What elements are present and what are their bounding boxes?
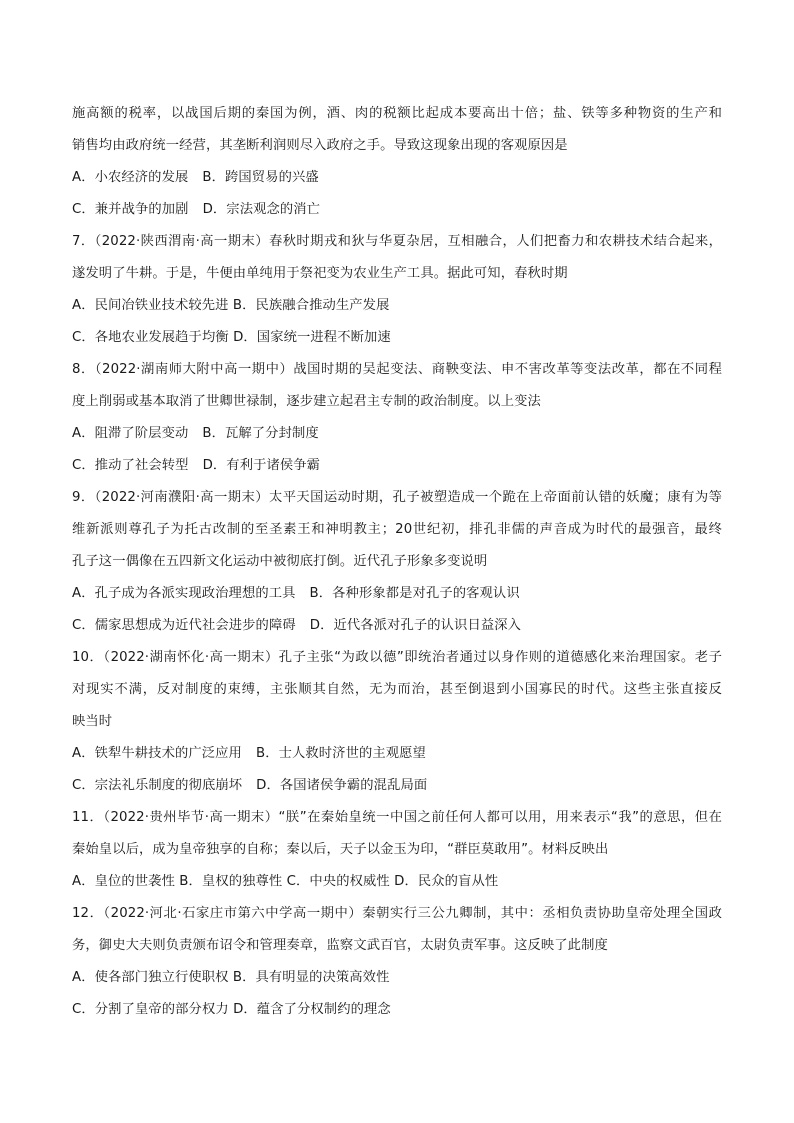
option-d[interactable]: D．宗法观念的消亡 xyxy=(202,202,321,217)
option-c[interactable]: C．推动了社会转型 xyxy=(72,458,189,473)
question-stem-line: 务，御史大夫则负责颁布诏令和管理奏章，监察文武百官，太尉负责军事。这反映了此制度 xyxy=(72,938,608,953)
question-stem-line: 遂发明了牛耕。于是，牛便由单纯用于祭祀变为农业生产工具。据此可知，春秋时期 xyxy=(72,266,568,281)
option-row xyxy=(72,162,722,194)
option-row xyxy=(72,610,722,642)
option-c-d[interactable]: C．各地农业发展趋于均衡 D．国家统一进程不断加速 xyxy=(72,330,391,345)
question-6 xyxy=(72,98,722,226)
question-stem-line: 12．（2022·河北·石家庄市第六中学高一期中）秦朝实行三公九卿制，其中：丞相负责协助皇帝处理全国政 xyxy=(72,906,722,921)
option-d[interactable]: D．各国诸侯争霸的混乱局面 xyxy=(256,778,428,793)
question-stem-line: 8．（2022·湖南师大附中高一期中）战国时期的吴起变法、商鞅变法、申不害改革等变法改革，都在不同程 xyxy=(72,362,722,377)
question-stem-line: 对现实不满，反对制度的束缚，主张顺其自然，无为而治，甚至倒退到小国寡民的时代。这些主张直接反 xyxy=(72,682,722,697)
question-12 xyxy=(72,898,722,1026)
option-row xyxy=(72,290,722,322)
option-b[interactable]: B．跨国贸易的兴盛 xyxy=(202,170,319,185)
option-b[interactable]: B．各种形象都是对孔子的客观认识 xyxy=(309,586,520,601)
option-a[interactable]: A．铁犁牛耕技术的广泛应用 xyxy=(72,746,242,761)
question-9 xyxy=(72,482,722,642)
option-row xyxy=(72,866,722,898)
question-stem-line: 9．（2022·河南濮阳·高一期末）太平天国运动时期，孔子被塑造成一个跪在上帝面前认错的妖魔；康有为等 xyxy=(72,490,722,505)
option-row xyxy=(72,770,722,802)
question-page xyxy=(72,98,722,1026)
option-c[interactable]: C．儒家思想成为近代社会进步的障碍 xyxy=(72,618,296,633)
option-a-b[interactable]: A．民间冶铁业技术较先进 B．民族融合推动生产发展 xyxy=(72,298,390,313)
option-a[interactable]: A．阻滞了阶层变动 xyxy=(72,426,189,441)
option-row xyxy=(72,322,722,354)
question-stem-line: 维新派则尊孔子为托古改制的至圣素王和神明教主；20世纪初，排孔非儒的声音成为时代的最强音，最终 xyxy=(72,522,722,537)
question-stem-line: 11．（2022·贵州毕节·高一期末）“朕”在秦始皇统一中国之前任何人都可以用，用来表示“我”的意思，但在 xyxy=(72,810,722,825)
option-row xyxy=(72,578,722,610)
option-d[interactable]: D．近代各派对孔子的认识日益深入 xyxy=(309,618,522,633)
option-a-b-c-d[interactable]: A．皇位的世袭性 B．皇权的独尊性 C．中央的权威性 D．民众的盲从性 xyxy=(72,874,499,889)
option-d[interactable]: D．有利于诸侯争霸 xyxy=(202,458,321,473)
question-stem-line: 施高额的税率，以战国后期的秦国为例，酒、肉的税额比起成本要高出十倍；盐、铁等多种物资的生产和 xyxy=(72,106,722,121)
question-stem-line: 映当时 xyxy=(72,714,113,729)
option-c[interactable]: C．兼并战争的加剧 xyxy=(72,202,189,217)
question-stem-line: 7．（2022·陕西渭南·高一期末）春秋时期戎和狄与华夏杂居，互相融合，人们把畜力和农耕技术结合起来， xyxy=(72,234,722,249)
option-b[interactable]: B．士人救时济世的主观愿望 xyxy=(255,746,426,761)
question-stem-line: 10．（2022·湖南怀化·高一期末）孔子主张“为政以德”即统治者通过以身作则的道德感化来治理国家。老子 xyxy=(72,650,722,665)
option-row xyxy=(72,450,722,482)
question-stem-line: 销售均由政府统一经营，其垄断利润则尽入政府之手。导致这现象出现的客观原因是 xyxy=(72,138,568,153)
option-row xyxy=(72,962,722,994)
question-11 xyxy=(72,802,722,898)
option-a-b[interactable]: A．使各部门独立行使职权 B．具有明显的决策高效性 xyxy=(72,970,390,985)
option-c[interactable]: C．宗法礼乐制度的彻底崩坏 xyxy=(72,778,243,793)
option-row xyxy=(72,994,722,1026)
option-a[interactable]: A．孔子成为各派实现政治理想的工具 xyxy=(72,586,296,601)
option-row xyxy=(72,738,722,770)
option-c-d[interactable]: C．分割了皇帝的部分权力 D．蕴含了分权制约的理念 xyxy=(72,1002,391,1017)
option-a[interactable]: A．小农经济的发展 xyxy=(72,170,189,185)
question-7 xyxy=(72,226,722,354)
option-row xyxy=(72,418,722,450)
option-row xyxy=(72,194,722,226)
question-stem-line: 秦始皇以后，成为皇帝独享的自称；秦以后，天子以金玉为印，“群臣莫敢用”。材料反映出 xyxy=(72,842,609,857)
question-8 xyxy=(72,354,722,482)
option-b[interactable]: B．瓦解了分封制度 xyxy=(202,426,319,441)
question-10 xyxy=(72,642,722,802)
question-stem-line: 孔子这一偶像在五四新文化运动中被彻底打倒。近代孔子形象多变说明 xyxy=(72,554,488,569)
question-stem-line: 度上削弱或基本取消了世卿世禄制，逐步建立起君主专制的政治制度。以上变法 xyxy=(72,394,541,409)
